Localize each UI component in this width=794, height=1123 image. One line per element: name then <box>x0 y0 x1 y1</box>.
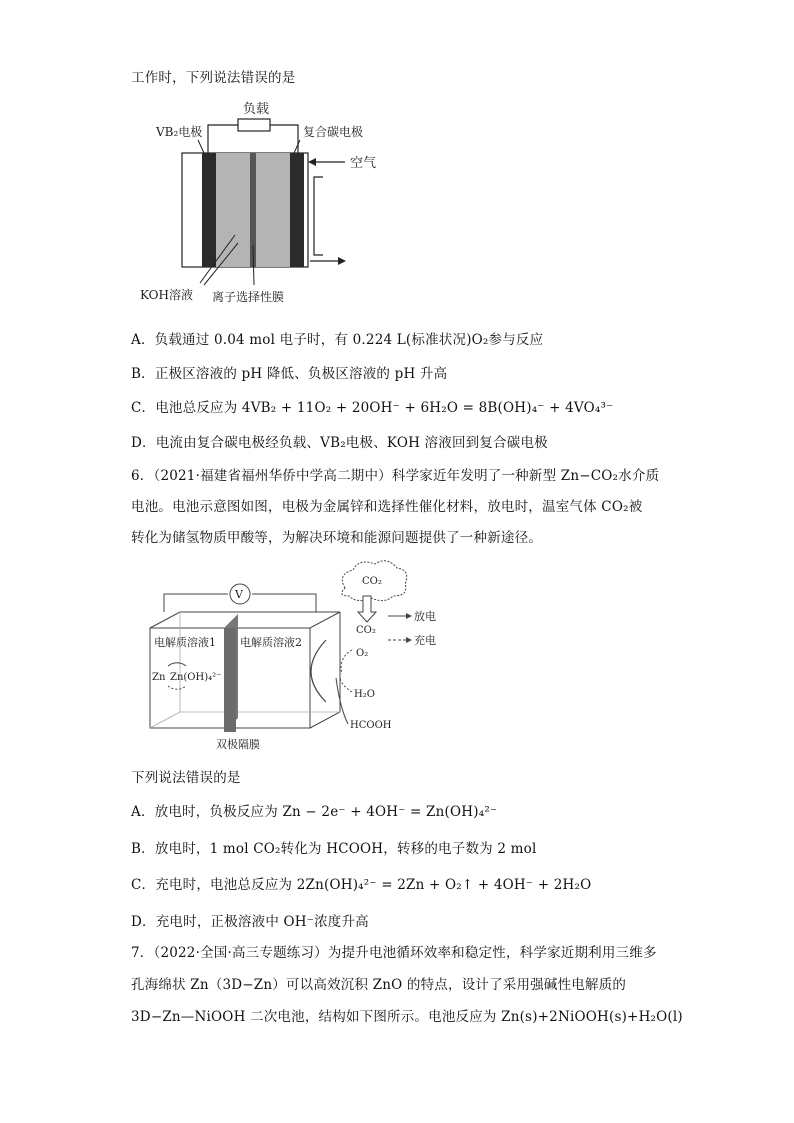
q5-intro: 工作时，下列说法错误的是 <box>131 70 296 86</box>
zincate-label: Zn(OH)₄²⁻ <box>170 672 222 683</box>
q7-stem-line-2: 孔海绵状 Zn（3D−Zn）可以高效沉积 ZnO 的特点，设计了采用强碱性电解质的 <box>131 977 627 993</box>
load-label: 负载 <box>243 102 270 117</box>
vb2-electrode-label: VB₂电极 <box>156 125 203 139</box>
discharge-legend-label: 放电 <box>414 610 436 623</box>
q5-option-d: D．电流由复合碳电极经负载、VB₂电极、KOH 溶液回到复合碳电极 <box>131 435 548 451</box>
electrolyte-1-label: 电解质溶液1 <box>154 636 216 649</box>
q5-option-b: B．正极区溶液的 pH 降低、负极区溶液的 pH 升高 <box>131 366 448 382</box>
load-resistor <box>238 119 270 131</box>
carbon-electrode-label: 复合碳电极 <box>303 125 364 139</box>
q5-option-a: A．负载通过 0.04 mol 电子时，有 0.224 L(标准状况)O₂参与反应 <box>131 332 544 348</box>
koh-label: KOH溶液 <box>140 288 193 302</box>
o2-label: O₂ <box>356 648 369 659</box>
co2-cloud-label: CO₂ <box>362 576 382 587</box>
air-label: 空气 <box>350 156 377 171</box>
q6-option-c: C．充电时，电池总反应为 2Zn(OH)₄²⁻ = 2Zn + O₂↑ + 4OH⁻ + 2H₂O <box>131 877 592 893</box>
q7-stem-line-1: 7．（2022·全国·高三专题练习）为提升电池循环效率和稳定性，科学家近期利用三维多 <box>131 945 657 961</box>
bipolar-membrane-label: 双极隔膜 <box>216 738 260 751</box>
vb2-electrode <box>202 153 216 267</box>
electrolyte-2-label: 电解质溶液2 <box>240 636 302 649</box>
voltmeter-label: V <box>235 588 243 601</box>
q6-option-d: D．充电时，正极溶液中 OH⁻浓度升高 <box>131 914 369 930</box>
charge-legend-label: 充电 <box>414 634 436 647</box>
q5-option-c: C．电池总反应为 4VB₂ + 11O₂ + 20OH⁻ + 6H₂O = 8B(OH)₄⁻ + 4VO₄³⁻ <box>131 400 614 416</box>
q6-zn-co2-battery-diagram <box>140 560 440 755</box>
q6-stem-line-1: 6．（2021·福建省福州华侨中学高二期中）科学家近年发明了一种新型 Zn−CO₂水介质 <box>131 468 660 484</box>
composite-carbon-electrode <box>290 153 304 267</box>
co2-label: CO₂ <box>356 625 376 636</box>
hcooh-label: HCOOH <box>350 720 392 731</box>
q6-option-a: A．放电时，负极反应为 Zn − 2e⁻ + 4OH⁻ = Zn(OH)₄²⁻ <box>131 804 498 820</box>
q6-question: 下列说法错误的是 <box>131 770 241 786</box>
q7-stem-line-3: 3D−Zn—NiOOH 二次电池，结构如下图所示。电池反应为 Zn(s)+2NiOOH(s)+H₂O(l) <box>131 1009 683 1025</box>
q6-stem-line-2: 电池。电池示意图如图，电极为金属锌和选择性催化材料，放电时，温室气体 CO₂被 <box>131 499 643 515</box>
q5-battery-diagram <box>140 95 400 310</box>
zn-label: Zn <box>152 672 166 683</box>
q6-stem-line-3: 转化为储氢物质甲酸等，为解决环境和能源问题提供了一种新途径。 <box>131 530 542 546</box>
h2o-label: H₂O <box>354 689 375 700</box>
q6-option-b: B．放电时，1 mol CO₂转化为 HCOOH，转移的电子数为 2 mol <box>131 841 537 857</box>
membrane-label: 离子选择性膜 <box>212 290 285 304</box>
